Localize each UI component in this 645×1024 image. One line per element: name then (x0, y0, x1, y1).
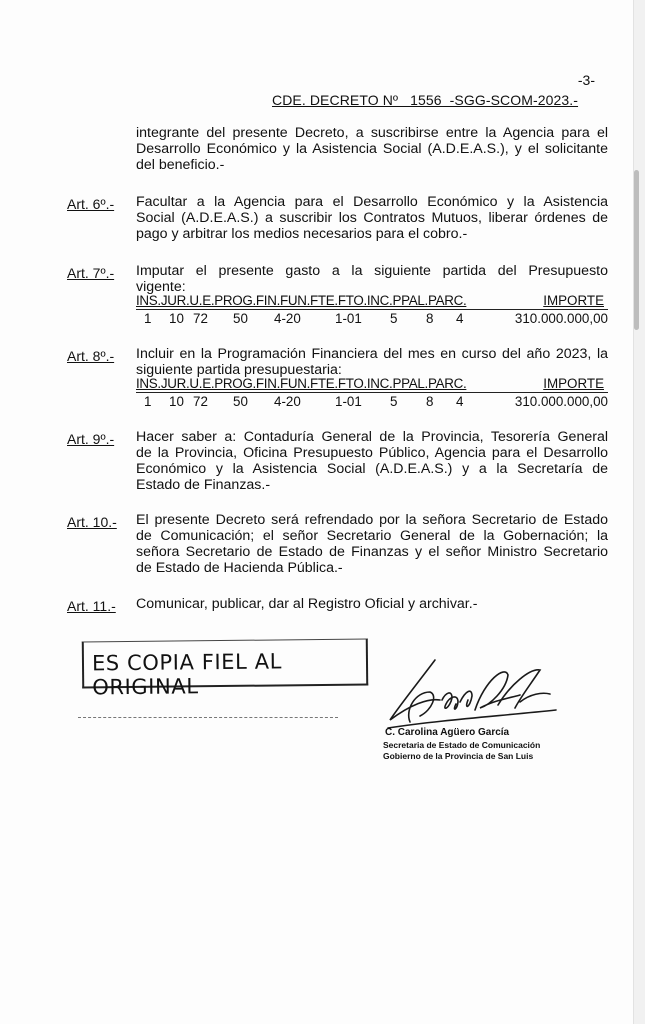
decree-header: CDE. DECRETO Nº 1556 -SGG-SCOM-2023.- (272, 92, 579, 108)
article-9-label: Art. 9º.- (67, 431, 115, 447)
article-11-label: Art. 11.- (67, 598, 116, 614)
viewer-edge (633, 0, 645, 1024)
budget-importe: 310.000.000,00 (514, 394, 608, 409)
intro-line-3: del beneficio.- (136, 157, 225, 173)
article-9-line-2: de la Provincia, Oficina Presupuesto Público, Agencia para el Desarrollo (136, 445, 608, 461)
copy-stamp-text: ES COPIA FIEL AL ORIGINAL (91, 649, 283, 700)
intro-line-1: integrante del presente Decreto, a suscribirse entre la Agencia para el (136, 125, 608, 141)
article-9-line-3: Económico y la Asistencia Social (A.D.E.A.S.) y a la Secretaría de (136, 461, 608, 477)
budget-ue: 72 (193, 311, 208, 326)
budget-values-row (136, 393, 608, 409)
article-8-label: Art. 8º.- (67, 348, 115, 364)
article-10-label: Art. 10.- (67, 514, 117, 530)
article-8-line-2: siguiente partida presupuestaria: (136, 362, 342, 378)
budget-ins: 1 (144, 311, 152, 326)
signatory-title: Secretaria de Estado de Comunicación (383, 740, 541, 750)
budget-header-row (136, 376, 608, 393)
article-10-line-2: de Comunicación; el señor Secretario General de la Gobernación; la (136, 528, 608, 544)
article-6-line-3: pago y arbitrar los medios necesarios para el cobro.- (136, 226, 468, 242)
budget-table-2 (136, 376, 608, 409)
budget-header-row (136, 293, 608, 310)
budget-ppal: 8 (426, 311, 434, 326)
budget-parc: 4 (456, 311, 464, 326)
signatory-org: Gobierno de la Provincia de San Luis (383, 751, 534, 761)
budget-inc: 5 (390, 394, 398, 409)
budget-fte-fto: 1-01 (335, 311, 362, 326)
budget-inc: 5 (390, 311, 398, 326)
budget-table-1 (136, 293, 608, 326)
budget-codes-header: INS.JUR.U.E.PROG.FIN.FUN.FTE.FTO.INC.PPAL.PARC. (136, 376, 467, 391)
article-9-line-4: Estado de Finanzas.- (136, 477, 271, 493)
budget-fin-fun: 4-20 (274, 394, 301, 409)
article-9-line-1: Hacer saber a: Contaduría General de la Provincia, Tesorería General (136, 429, 608, 445)
article-7-label: Art. 7º.- (67, 265, 115, 281)
budget-prog: 50 (233, 311, 248, 326)
article-7-line-2: vigente: (136, 279, 186, 295)
page-number: -3- (577, 72, 595, 88)
budget-prog: 50 (233, 394, 248, 409)
intro-line-2: Desarrollo Económico y la Asistencia Social (A.D.E.A.S.), y el solicitante (136, 141, 608, 157)
handwritten-signature (380, 650, 560, 730)
copy-stamp (82, 639, 368, 700)
article-6-label: Art. 6º.- (67, 196, 115, 212)
article-11-line-1: Comunicar, publicar, dar al Registro Oficial y archivar.- (136, 596, 478, 612)
article-10-line-1: El presente Decreto será refrendado por la señora Secretario de Estado (136, 512, 608, 528)
article-10-line-4: de Estado de Hacienda Pública.- (136, 560, 343, 576)
budget-fin-fun: 4-20 (274, 311, 301, 326)
article-10-line-3: señora Secretario de Estado de Finanzas y el señor Ministro Secretario (136, 544, 608, 560)
budget-parc: 4 (456, 394, 464, 409)
budget-jur: 10 (169, 394, 184, 409)
article-6-line-2: Social (A.D.E.A.S.) a suscribir los Contratos Mutuos, liberar órdenes de (136, 210, 608, 226)
budget-amount-header: IMPORTE (543, 376, 604, 391)
scrollbar-thumb[interactable] (634, 170, 639, 330)
article-8-line-1: Incluir en la Programación Financiera del mes en curso del año 2023, la (136, 346, 608, 362)
budget-values-row (136, 310, 608, 326)
signature-dashed-line (78, 717, 338, 718)
budget-fte-fto: 1-01 (335, 394, 362, 409)
budget-ins: 1 (144, 394, 152, 409)
signatory-name: C. Carolina Agüero García (385, 727, 510, 738)
budget-amount-header: IMPORTE (543, 293, 604, 308)
budget-ue: 72 (193, 394, 208, 409)
article-7-line-1: Imputar el presente gasto a la siguiente partida del Presupuesto (136, 263, 608, 279)
article-6-line-1: Facultar a la Agencia para el Desarrollo Económico y la Asistencia (136, 194, 608, 210)
budget-ppal: 8 (426, 394, 434, 409)
budget-jur: 10 (169, 311, 184, 326)
budget-importe: 310.000.000,00 (514, 311, 608, 326)
budget-codes-header: INS.JUR.U.E.PROG.FIN.FUN.FTE.FTO.INC.PPAL.PARC. (136, 293, 467, 308)
